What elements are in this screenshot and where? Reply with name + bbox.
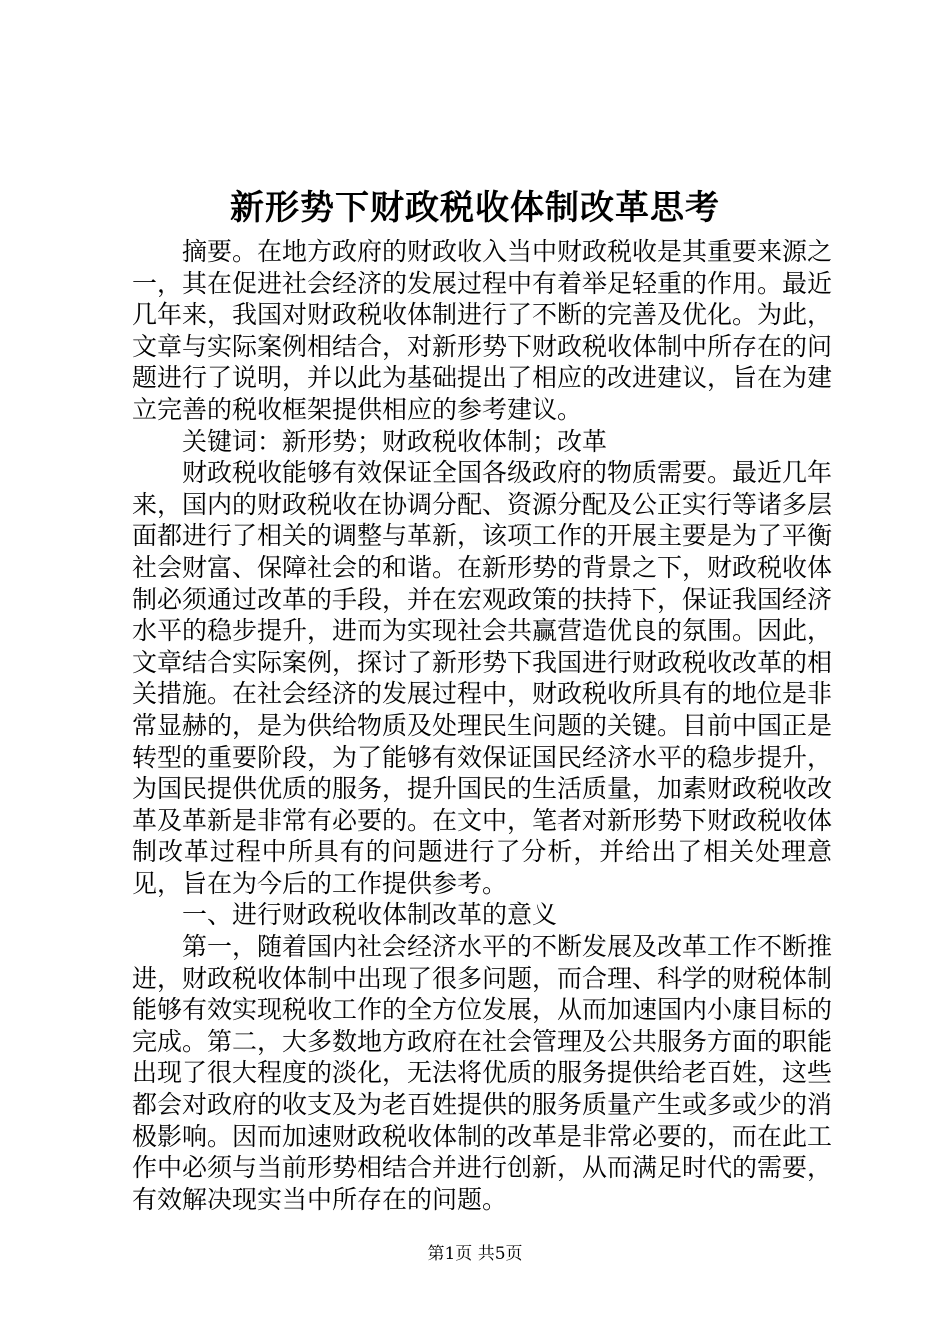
- section-heading: 一、进行财政税收体制改革的意义: [182, 900, 558, 930]
- abstract-paragraph: 摘要。在地方政府的财政收入当中财政税收是其重要来源之一，其在促进社会经济的发展过程中有着举足轻重的作用。最近几年来，我国对财政税收体制进行了不断的完善及优化。为此，文章与实际案例相结合，对新形势下财政税收体制中所存在的问题进行了说明，并以此为基础提出了相应的改进建议，旨在为建立完善的税收框架提供相应的参考建议。: [132, 237, 833, 424]
- intro-paragraph: 财政税收能够有效保证全国各级政府的物质需要。最近几年来，国内的财政税收在协调分配、资源分配及公正实行等诸多层面都进行了相关的调整与革新，该项工作的开展主要是为了平衡社会财富、保障社会的和谐。在新形势的背景之下，财政税收体制必须通过改革的手段，并在宏观政策的扶持下，保证我国经济水平的稳步提升，进而为实现社会共赢营造优良的氛围。因此，文章结合实际案例，探讨了新形势下我国进行财政税收改革的相关措施。在社会经济的发展过程中，财政税收所具有的地位是非常显赫的，是为供给物质及处理民生问题的关键。目前中国正是转型的重要阶段，为了能够有效保证国民经济水平的稳步提升，为国民提供优质的服务，提升国民的生活质量，加素财政税收改革及革新是非常有必要的。在文中，笔者对新形势下财政税收体制改革过程中所具有的问题进行了分析，并给出了相关处理意见，旨在为今后的工作提供参考。: [132, 458, 833, 898]
- page-number-footer: 第1页 共5页: [427, 1244, 523, 1264]
- section-paragraph: 第一，随着国内社会经济水平的不断发展及改革工作不断推进，财政税收体制中出现了很多问题，而合理、科学的财税体制能够有效实现税收工作的全方位发展，从而加速国内小康目标的完成。第二，大多数地方政府在社会管理及公共服务方面的职能出现了很大程度的淡化，无法将优质的服务提供给老百姓，这些都会对政府的收支及为老百姓提供的服务质量产生或多或少的消极影响。因而加速财政税收体制的改革是非常必要的，而在此工作中必须与当前形势相结合并进行创新，从而满足时代的需要，有效解决现实当中所存在的问题。: [132, 932, 833, 1214]
- document-body: [132, 236, 832, 1215]
- keywords-line: 关键词：新形势；财政税收体制；改革: [182, 426, 608, 456]
- document-title: 新形势下财政税收体制改革思考: [230, 188, 720, 228]
